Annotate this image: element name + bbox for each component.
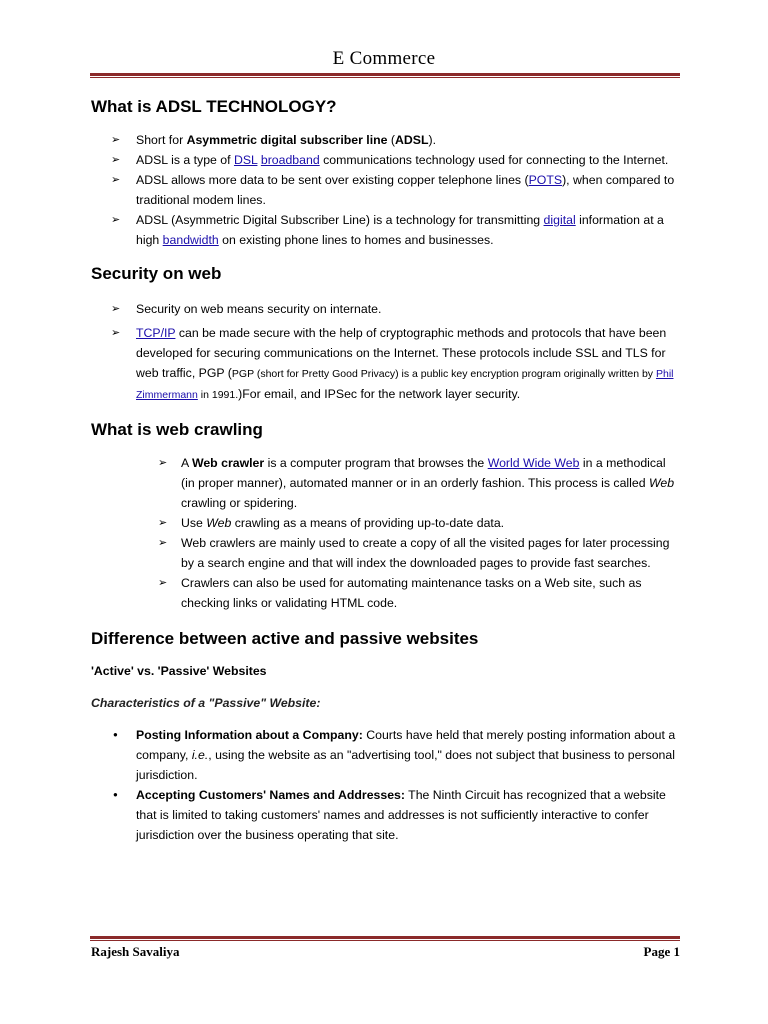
passive-list	[91, 725, 681, 845]
arrow-bullet-icon: ➢	[111, 154, 121, 166]
list-item: ➢ ADSL allows more data to be sent over existing copper telephone lines (POTS), when compared to traditional modem lines.	[91, 170, 681, 210]
arrow-bullet-icon: ➢	[111, 327, 121, 339]
footer-page-number: Page 1	[643, 944, 680, 959]
footer-rule	[90, 936, 680, 941]
list-item: ➢ ADSL (Asymmetric Digital Subscriber Line) is a technology for transmitting digital information at a high bandwidth on existing phone lines to homes and businesses.	[91, 210, 681, 250]
list-item: ● Posting Information about a Company: Courts have held that merely posting information about a company, i.e., using the website as an "advertising tool," does not subject that business to personal jurisdiction.	[91, 725, 681, 785]
dot-bullet-icon: ●	[113, 730, 118, 739]
list-item: ➢ Crawlers can also be used for automating maintenance tasks on a Web site, such as checking links or validating HTML code.	[91, 573, 681, 613]
arrow-bullet-icon: ➢	[158, 577, 168, 589]
list-item: ➢ Web crawlers are mainly used to create a copy of all the visited pages for later processing by a search engine and that will index the downloaded pages to provide fast searches.	[91, 533, 681, 573]
arrow-bullet-icon: ➢	[158, 457, 168, 469]
adsl-list	[91, 130, 681, 250]
header-title: E Commerce	[332, 48, 436, 69]
link-world-wide-web[interactable]: World Wide Web	[487, 456, 580, 470]
arrow-bullet-icon: ➢	[111, 214, 121, 226]
document-body	[91, 95, 681, 845]
list-item: ➢ Security on web means security on internate.	[91, 299, 681, 319]
security-list	[91, 299, 681, 405]
link-dsl[interactable]: DSL	[233, 153, 258, 167]
list-item: ➢ A Web crawler is a computer program that browses the World Wide Web in a methodical (in proper manner), automated manner or in an orderly fashion. This process is called Web crawling or spidering.	[91, 453, 681, 513]
subheading-active-passive: 'Active' vs. 'Passive' Websites	[91, 664, 267, 678]
heading-security: Security on web	[91, 264, 222, 283]
dot-bullet-icon: ●	[113, 790, 118, 799]
list-item: ➢ Use Web crawling as a means of providing up-to-date data.	[91, 513, 681, 533]
link-bandwidth[interactable]: bandwidth	[162, 233, 219, 247]
list-item: ➢ TCP/IP can be made secure with the help of cryptographic methods and protocols that have been developed for securing communications on the Internet. These protocols include SSL and TLS for web traffic, PGP (PGP (short for Pretty Good Privacy) is a public key encryption program originally written by Phil Zimmermann in 1991.)For email, and IPSec for the network layer security.	[91, 323, 681, 405]
list-item: ● Accepting Customers' Names and Addresses: The Ninth Circuit has recognized that a website that is limited to taking customers' names and addresses is not sufficiently interactive to confer jurisdiction over the business operating that site.	[91, 785, 681, 845]
link-pots[interactable]: POTS	[528, 173, 563, 187]
list-item: ➢ ADSL is a type of DSL broadband communications technology used for connecting to the Internet.	[91, 150, 681, 170]
arrow-bullet-icon: ➢	[158, 537, 168, 549]
subheading-passive-characteristics: Characteristics of a "Passive" Website:	[91, 696, 321, 710]
arrow-bullet-icon: ➢	[158, 517, 168, 529]
link-broadband[interactable]: broadband	[260, 153, 320, 167]
header-rule	[90, 73, 680, 78]
arrow-bullet-icon: ➢	[111, 174, 121, 186]
arrow-bullet-icon: ➢	[111, 134, 121, 146]
list-item: ➢ Short for Asymmetric digital subscriber line (ADSL).	[91, 130, 681, 150]
crawling-list	[91, 453, 681, 613]
heading-difference: Difference between active and passive websites	[91, 629, 479, 648]
link-tcp-ip[interactable]: TCP/IP	[136, 326, 176, 340]
heading-crawling: What is web crawling	[91, 420, 263, 439]
heading-adsl: What is ADSL TECHNOLOGY?	[91, 97, 337, 116]
footer-author: Rajesh Savaliya	[91, 944, 180, 959]
link-digital[interactable]: digital	[543, 213, 576, 227]
link-phil-zimmermann[interactable]: Phil Zimmermann	[136, 368, 674, 401]
arrow-bullet-icon: ➢	[111, 303, 121, 315]
